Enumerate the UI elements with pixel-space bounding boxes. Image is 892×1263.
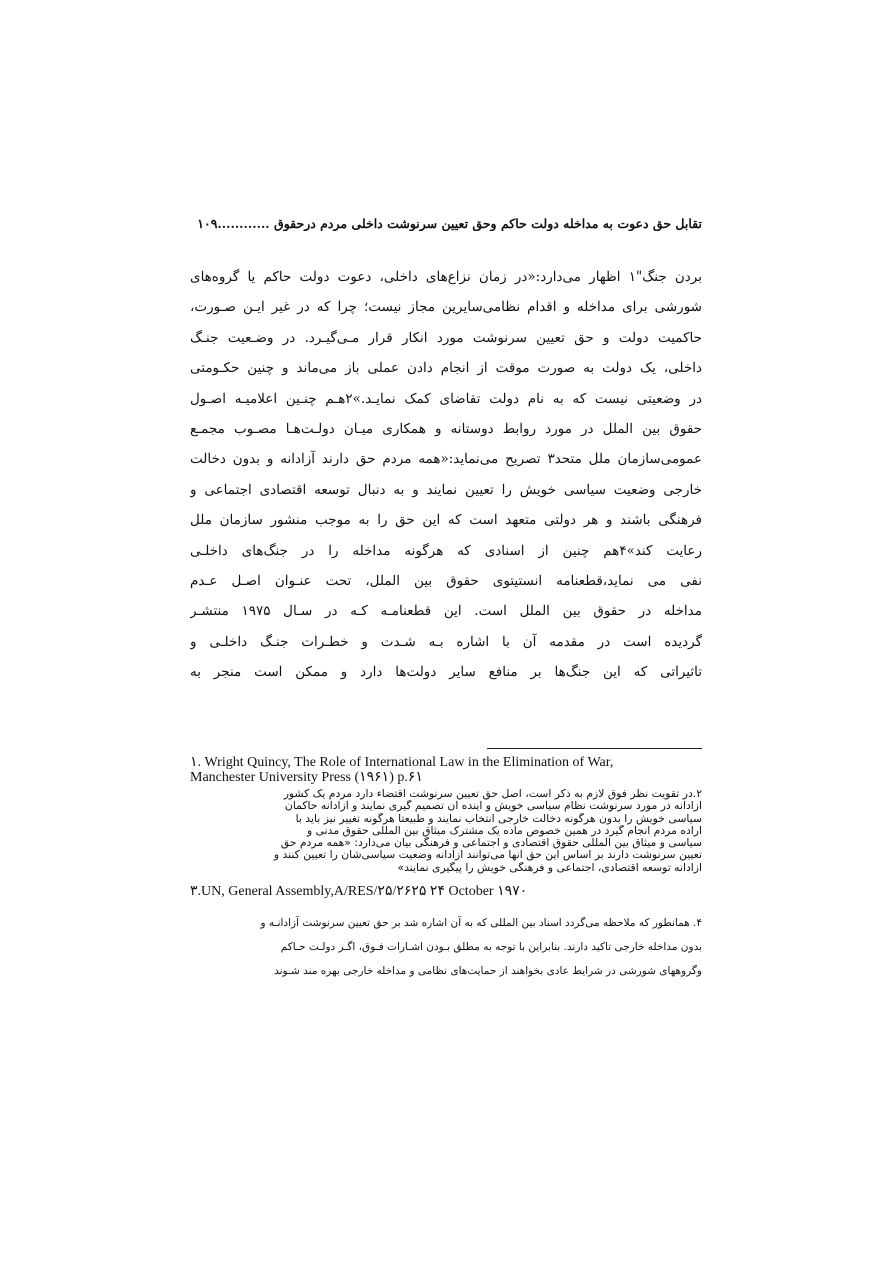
body-line: شورشی برای مداخله و اقدام نظامی‌سایرین مجاز نیست؛ چرا که در غیر ایـن صـورت،	[190, 299, 702, 316]
body-line: داخلی، یک دولت به صورت موقت از انجام دادن عملی باز می‌ماند و چنین حکـومتی	[190, 360, 702, 377]
body-line: عمومی‌سازمان ملل متحد۳ تصریح می‌نماید:«همه مردم حق دارند آزادانه و بدون دخالت	[190, 451, 702, 468]
footnote-4-line: ۴. همانطور که ملاحظه می‌گردد اسناد بین المللی که به آن اشاره شد بر حق تعیین سرنوشت آزادانـه و	[260, 917, 702, 930]
footnote-2	[190, 788, 702, 874]
footnote-2-line: سیاسی و میثاق بین المللی حقوق اقتصادی و اجتماعی و فرهنگی بیان می‌دارد: «همه مردم حق	[280, 837, 702, 850]
body-line: حقوق بین الملل در مورد روابط دوستانه و همکاری میـان دولـت‌هـا مصـوب مجمـع	[190, 420, 702, 437]
footnote-2-line: آزادانه در مورد سرنوشت نظام سیاسی خویش و آینده آن تصمیم گیری نمایند و آزادانه حاکمان	[284, 800, 702, 813]
footnotes	[190, 755, 702, 983]
footnote-1-line: ۱. Wright Quincy, The Role of International Law in the Elimination of War,	[190, 755, 614, 770]
footnote-2-line: آزادانه توسعه اقتصادی، اجتماعی و فرهنگی خویش را پیگیری نمایند»	[397, 861, 702, 874]
footnote-1-line: Manchester University Press (۱۹۶۱) p.۶۱	[190, 770, 423, 785]
body-line: نفی می نماید،قطعنامه انستیتوی حقوق بین الملل، تحت عنـوان اصـل عـدم	[190, 572, 702, 589]
body-line: حاکمیت دولت و حق تعیین سرنوشت مورد انکار قرار مـی‌گیـرد. در وضـعیت جنـگ	[190, 329, 702, 346]
body-line: بردن جنگ"۱ اظهار می‌دارد:«در زمان نزاع‌های داخلی، دعوت دولت حاکم یا گروه‌های	[190, 269, 702, 285]
footnote-4-line: وگروههای شورشی در شرایط عادی بخواهند از حمایت‌های نظامی و مداخله خارجی بهره مند شـوند	[274, 965, 702, 978]
footnote-1	[190, 755, 702, 785]
body-line: تاثیراتی که این جنگ‌ها بر منافع سایر دولت‌ها دارد و ممکن است منجر به	[190, 664, 702, 681]
footnote-3: ۳.UN, General Assembly,A/RES/۲۵/۲۶۲۵ ۲۴ October ۱۹۷۰	[190, 884, 528, 900]
footnote-2-line: ۲.در تقویت نظر فوق لازم به ذکر است، اصل حق تعیین سرنوشت اقتضاء دارد مردم یک کشور	[283, 788, 702, 800]
body-line: رعایت کند»۴هم چنین از اسنادی که هرگونه مداخله را در جنگ‌های داخلـی	[190, 542, 702, 559]
footnote-separator	[487, 748, 702, 749]
body-line: خارجی وضعیت سیاسی خویش را تعیین نمایند و به دنبال توسعه اقتصادی اجتماعی و	[190, 481, 702, 498]
body-line: مداخله در حقوق بین الملل است. این قطعنامـه کـه در سـال ۱۹۷۵ منتشـر	[190, 603, 702, 620]
footnote-2-line: تعیین سرنوشت دارند بر اساس این حق آنها می‌توانند آزادانه وضعیت سیاسی‌شان را تعیین کنند و	[273, 849, 702, 862]
body-paragraph	[190, 262, 702, 687]
footnote-2-line: اراده مردم انجام گیرد در همین خصوص ماده یک مشترک میثاق بین المللی حقوق مدنی و	[307, 824, 702, 837]
body-line: در وضعیتی نیست که به نام دولت تقاضای کمک نمایـد.»۲هـم چنـین اعلامیـه اصـول	[190, 390, 702, 407]
running-header: تقابل حق دعوت به مداخله دولت حاکم وحق تعیین سرنوشت داخلی مردم درحقوق ............۱۰۹	[197, 216, 702, 231]
footnote-4-line: بدون مداخله خارجی تاکید دارند. بنابراین با توجه به مطلق بـودن اشـارات فـوق، اگـر دولـت حـاکم	[280, 941, 702, 954]
footnote-4	[190, 911, 702, 983]
body-line: فرهنگی باشند و هر دولتی متعهد است که این حق را به موجب منشور سازمان ملل	[190, 512, 702, 529]
footnote-2-line: سیاسی خویش را بدون هرگونه دخالت خارجی انتخاب نمایند و طبیعتاً هرگونه تغییر نیز باید با	[295, 812, 702, 825]
body-line: گردیده است در مقدمه آن با اشاره بـه شـدت و خطـرات جنـگ داخلـی و	[190, 633, 702, 650]
